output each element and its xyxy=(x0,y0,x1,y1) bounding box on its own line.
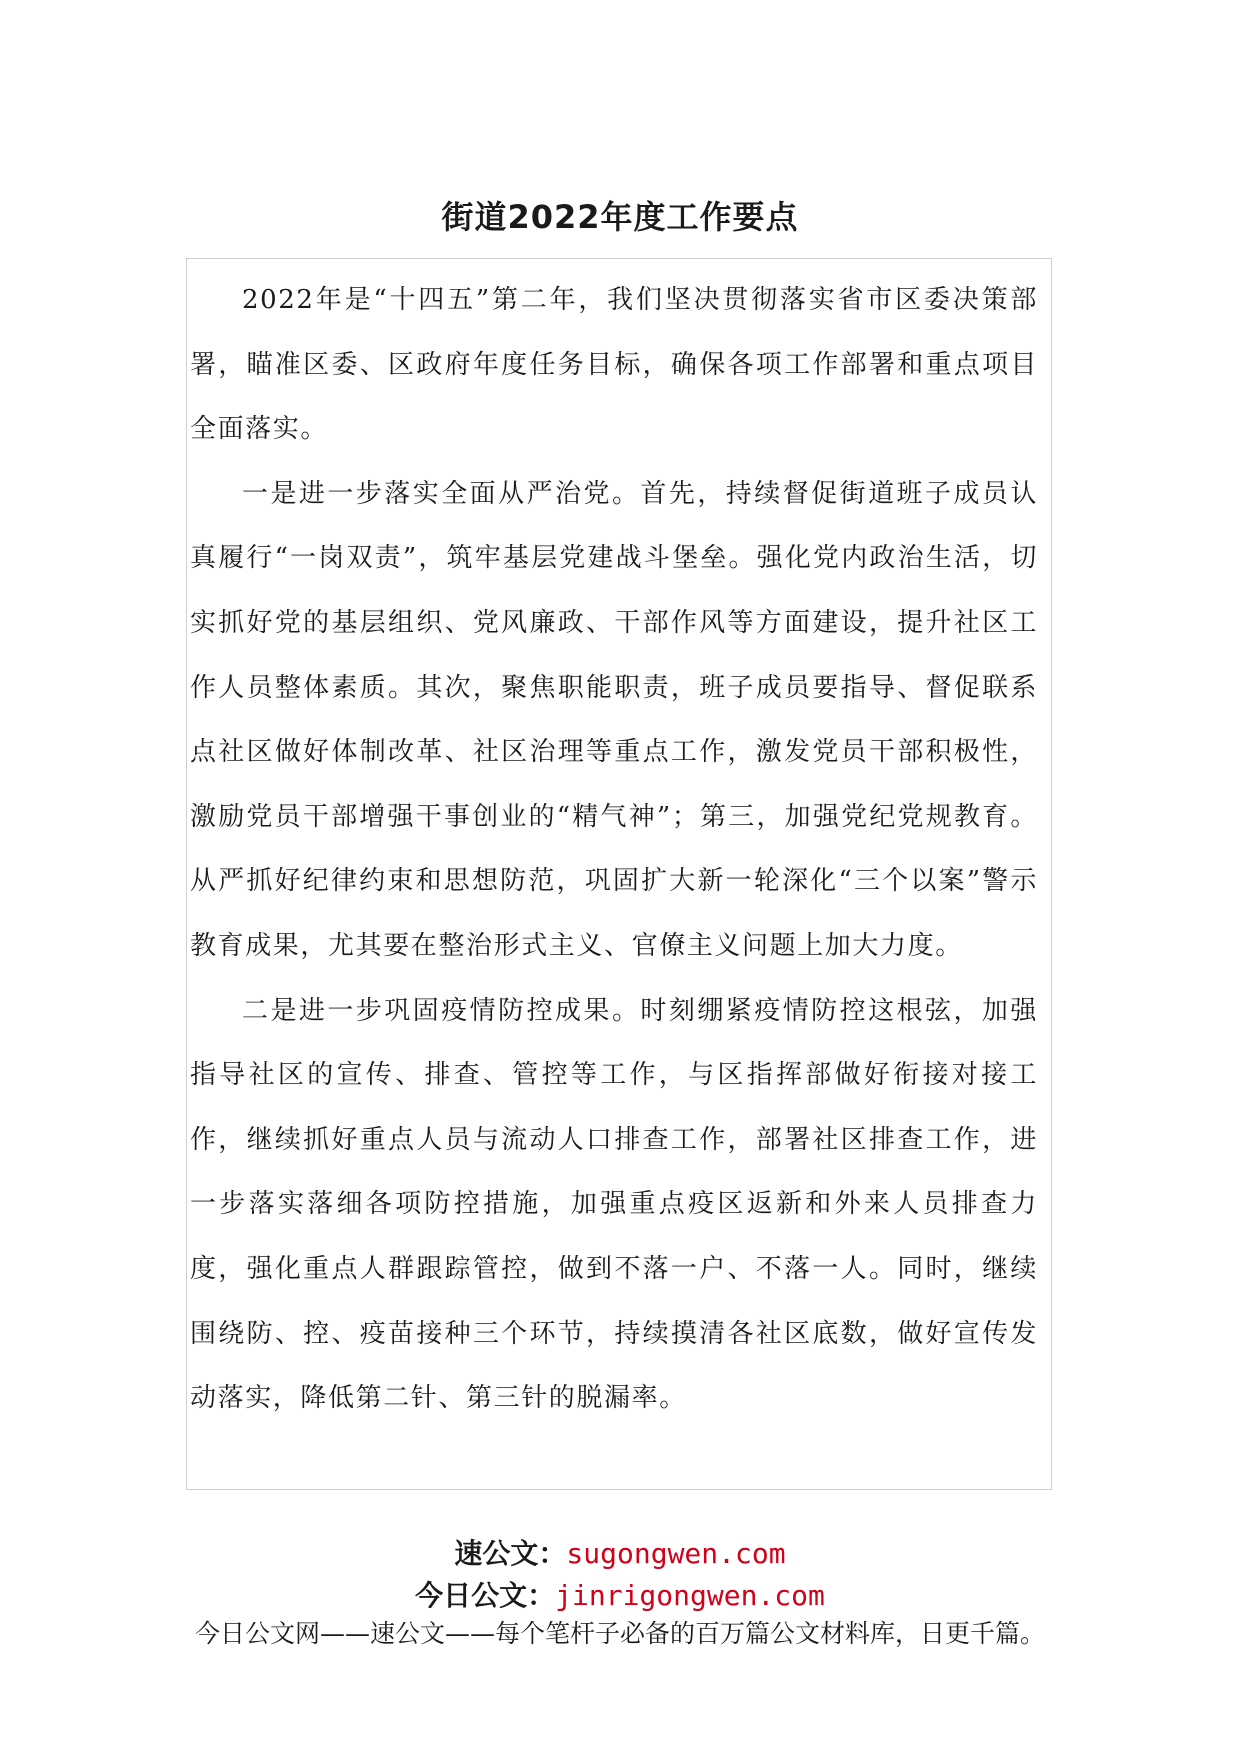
footer-label-sugongwen: 速公文： xyxy=(454,1537,567,1570)
paragraph-intro: 2022年是“十四五”第二年，我们坚决贯彻落实省市区委决策部署，瞄准区委、区政府年度任务目标，确保各项工作部署和重点项目全面落实。 xyxy=(190,285,1038,445)
document-title: 街道2022年度工作要点 xyxy=(441,198,799,236)
footer-slogan: 今日公文网——速公文——每个笔杆子必备的百万篇公文材料库，日更千篇。 xyxy=(194,1619,1045,1648)
paragraph-party-discipline: 一是进一步落实全面从严治党。首先，持续督促街道班子成员认真履行“一岗双责”，筑牢基层党建战斗堡垒。强化党内政治生活，切实抓好党的基层组织、党风廉政、干部作风等方面建设，提升社区工作人员整体素质。其次，聚焦职能职责，班子成员要指导、督促联系点社区做好体制改革、社区治理等重点工作，激发党员干部积极性，激励党员干部增强干事创业的“精气神”；第三，加强党纪党规教育。从严抓好纪律约束和思想防范，巩固扩大新一轮深化“三个以案”警示教育成果，尤其要在整治形式主义、官僚主义问题上加大力度。 xyxy=(190,478,1038,961)
footer-label-jinrigongwen: 今日公文： xyxy=(415,1579,556,1612)
footer-link-jinrigongwen[interactable]: jinrigongwen.com xyxy=(555,1579,825,1612)
footer-line-jinrigongwen xyxy=(0,1574,1240,1614)
paragraph-epidemic-control: 二是进一步巩固疫情防控成果。时刻绷紧疫情防控这根弦，加强指导社区的宣传、排查、管控等工作，与区指挥部做好衔接对接工作，继续抓好重点人员与流动人口排查工作，部署社区排查工作，进一步落实落细各项防控措施，加强重点疫区返新和外来人员排查力度，强化重点人群跟踪管控，做到不落一户、不落一人。同时，继续围绕防、控、疫苗接种三个环节，持续摸清各社区底数，做好宣传发动落实，降低第二针、第三针的脱漏率。 xyxy=(190,995,1038,1414)
document-body xyxy=(190,268,1038,1431)
footer-line-sugongwen xyxy=(0,1532,1240,1572)
footer-link-sugongwen[interactable]: sugongwen.com xyxy=(566,1537,786,1570)
